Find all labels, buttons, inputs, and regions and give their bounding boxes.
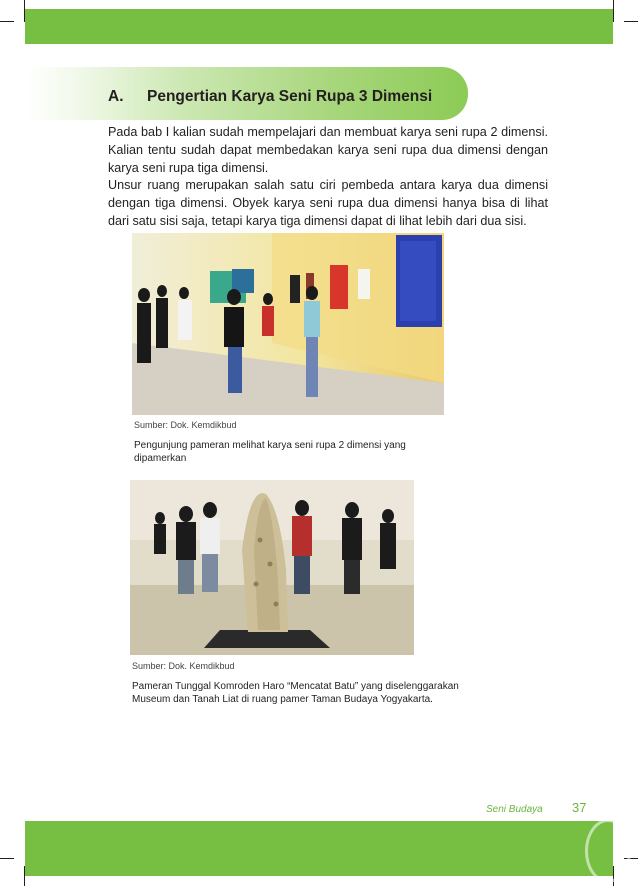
figure-caption: Pengunjung pameran melihat karya seni rupa 2 dimensi yang dipamerkan [134, 440, 406, 464]
section-title: Pengertian Karya Seni Rupa 3 Dimensi [147, 88, 433, 105]
figure-caption: Pameran Tunggal Komroden Haro “Mencatat Batu” yang diselenggarakan Museum dan Tanah Liat di ruang pamer Taman Budaya Yogyakarta. [132, 681, 459, 705]
paragraph-intro: Pada bab I kalian sudah mempelajari dan membuat karya seni rupa 2 dimensi. Kalian tentu sudah dapat membedakan karya seni rupa dua dimensi dengan karya seni rupa tiga dimensi. [108, 125, 548, 175]
crop-mark [0, 858, 14, 859]
section-letter: A. [108, 88, 124, 105]
decorative-swirl [585, 819, 631, 883]
paragraph-space-element: Unsur ruang merupakan salah satu ciri pembeda antara karya dua dimensi dengan tiga dimensi. Obyek karya seni rupa dua dimensi hanya bisa di lihat dari satu sisi saja, tetapi karya tiga dimensi dapat di lihat lebih dari dua sisi. [108, 178, 548, 228]
crop-mark [613, 0, 614, 22]
gallery-illustration [132, 233, 444, 415]
sculpture-illustration [130, 480, 414, 655]
section-heading [108, 88, 432, 106]
exhibition-photo-stone-sculpture [130, 480, 414, 655]
page-number: 37 [572, 800, 587, 815]
figure-source: Sumber: Dok. Kemdikbud [132, 661, 235, 671]
header-band [25, 9, 613, 44]
book-title: Seni Budaya [486, 804, 543, 815]
crop-mark [624, 21, 638, 22]
gallery-photo-2d-artworks [132, 233, 444, 415]
crop-mark [0, 21, 14, 22]
footer-band [25, 821, 613, 876]
figure-source: Sumber: Dok. Kemdikbud [134, 420, 237, 430]
